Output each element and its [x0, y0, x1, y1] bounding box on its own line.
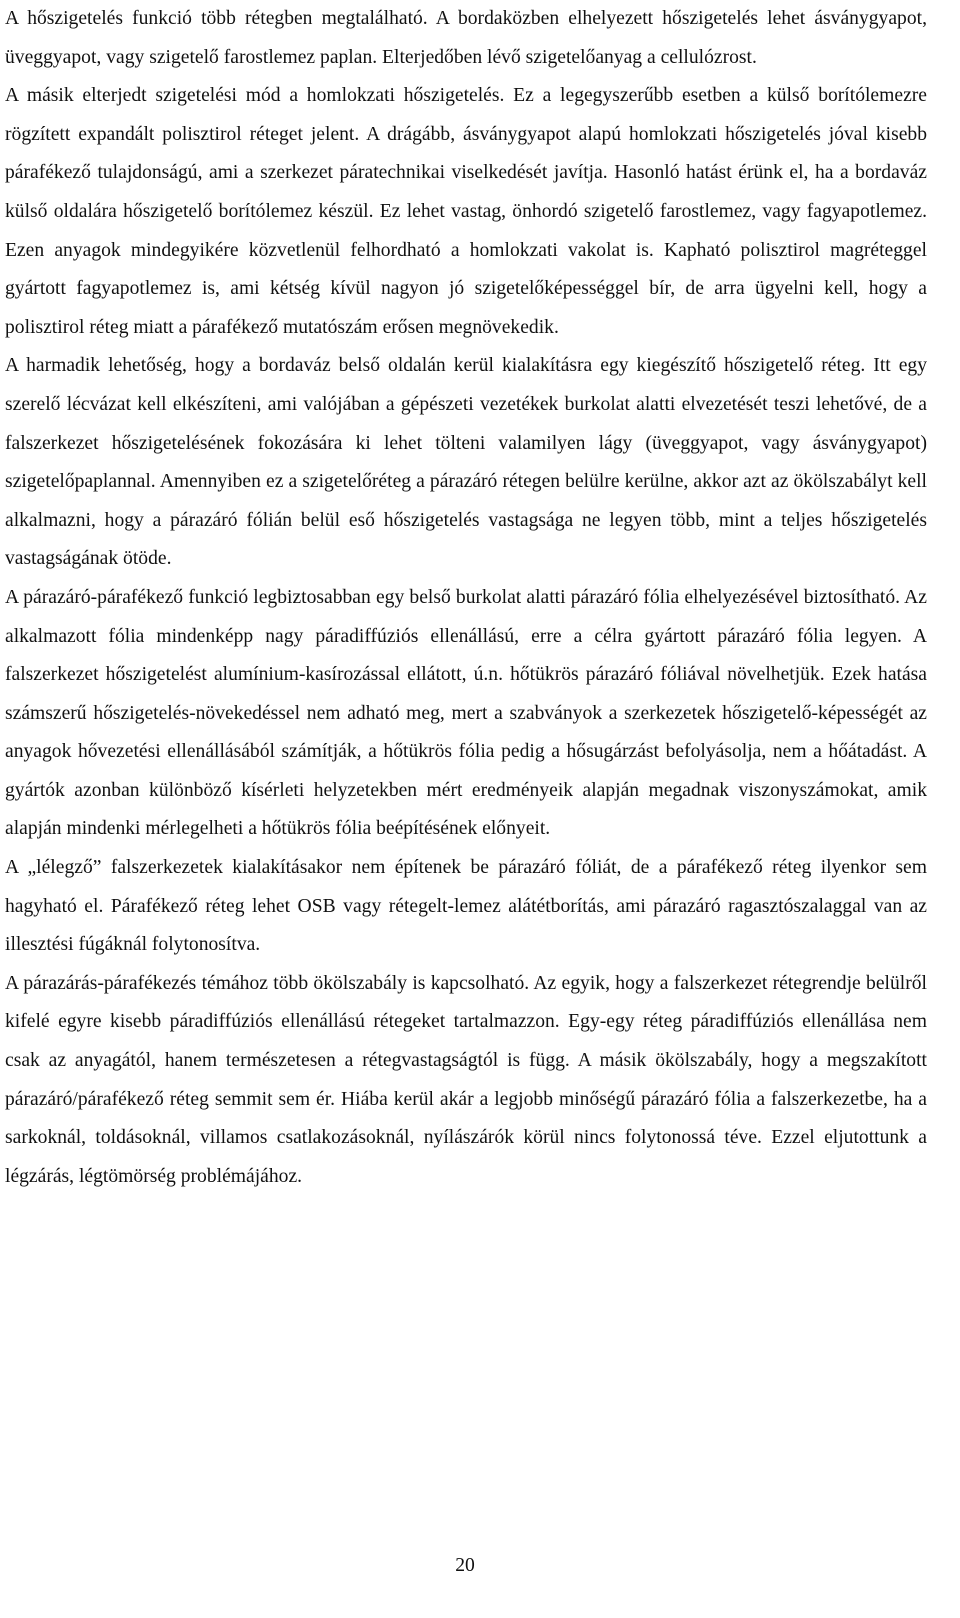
paragraph-vapor-barrier: A párazáró-párafékező funkció legbiztosabban egy belső burkolat alatti párazáró fólia elhelyezésével biztosítható. Az alkalmazott fólia mindenképp nagy páradiffúziós ellenállású, erre a célra gyártott párazáró fólia legyen. A falszerkezet hőszigetelést alumínium-kasírozással ellátott, ú.n. hőtükrös párazáró fóliával növelhetjük. Ezek hatása számszerű hőszigetelés-növekedéssel nem adható meg, mert a szabványok a szerkezetek hőszigetelő-képességét az anyagok hővezetési ellenállásából számítják, a hőtükrös fólia pedig a hősugárzást befolyásolja, nem a hőátadást. A gyártók azonban különböző kísérleti helyzetekben mért eredményeik alapján megadnak viszonyszámokat, amik alapján mindenki mérlegelheti a hőtükrös fólia beépítésének előnyeit. — [5, 586, 927, 840]
paragraph-insulation-layers: A hőszigetelés funkció több rétegben megtalálható. A bordaközben elhelyezett hőszigetelés lehet ásványgyapot, üveggyapot, vagy szigetelő farostlemez paplan. Elterjedőben lévő szigetelőanyag a cellulózrost. — [5, 8, 927, 68]
document-page — [5, 0, 927, 1196]
paragraph-inner-insulation: A harmadik lehetőség, hogy a bordaváz belső oldalán kerül kialakításra egy kiegészítő hőszigetelő réteg. Itt egy szerelő lécvázat kell elkészíteni, ami valójában a gépészeti vezetékek burkolat alatti elvezetését teszi lehetővé, de a falszerkezet hőszigetelésének fokozására ki lehet tölteni valamilyen lágy (üveggyapot, vagy ásványgyapot) szigetelőpaplannal. Amennyiben ez a szigetelőréteg a párazáró rétegen belülre kerülne, akkor azt az ökölszabályt kell alkalmazni, hogy a párazáró fólián belül eső hőszigetelés vastagsága ne legyen több, mint a teljes hőszigetelés vastagságának ötöde. — [5, 355, 927, 570]
page-number: 20 — [455, 1555, 475, 1576]
paragraph-rules-of-thumb: A párazárás-párafékezés témához több ökölszabály is kapcsolható. Az egyik, hogy a falszerkezet rétegrendje belülről kifelé egyre kisebb páradiffúziós ellenállású rétegeket tartalmazzon. Egy-egy réteg páradiffúziós ellenállása nem csak az anyagától, hanem természetesen a rétegvastagságtól is függ. A másik ökölszabály, hogy a megszakított párazáró/párafékező réteg semmit sem ér. Hiába kerül akár a legjobb minőségű párazáró fólia a falszerkezetbe, ha a sarkoknál, toldásoknál, villamos csatlakozásoknál, nyílászárók körül nincs folytonossá téve. Ezzel eljutottunk a légzárás, légtömörség problémájához. — [5, 972, 927, 1187]
paragraph-facade-insulation: A másik elterjedt szigetelési mód a homlokzati hőszigetelés. Ez a legegyszerűbb esetben a külső borítólemezre rögzített expandált polisztirol réteget jelent. A drágább, ásványgyapot alapú homlokzati hőszigetelés jóval kisebb párafékező tulajdonságú, ami a szerkezet páratechnikai viselkedését javítja. Hasonló hatást érünk el, ha a bordaváz külső oldalára hőszigetelő borítólemez készül. Ez lehet vastag, önhordó szigetelő farostlemez, vagy fagyapotlemez. Ezen anyagok mindegyikére közvetlenül felhordható a homlokzati vakolat is. Kapható polisztirol magréteggel gyártott fagyapotlemez is, ami kétség kívül nagyon jó szigetelőképességgel bír, de arra ügyelni kell, hogy a polisztirol réteg miatt a párafékező mutatószám erősen megnövekedik. — [5, 85, 927, 338]
paragraph-breathing-walls: A „lélegző” falszerkezetek kialakításakor nem építenek be párazáró fóliát, de a párafékező réteg ilyenkor sem hagyható el. Párafékező réteg lehet OSB vagy rétegelt-lemez alátétborítás, ami párazáró ragasztószalaggal van az illesztési fúgáknál folytonosítva. — [5, 857, 927, 956]
